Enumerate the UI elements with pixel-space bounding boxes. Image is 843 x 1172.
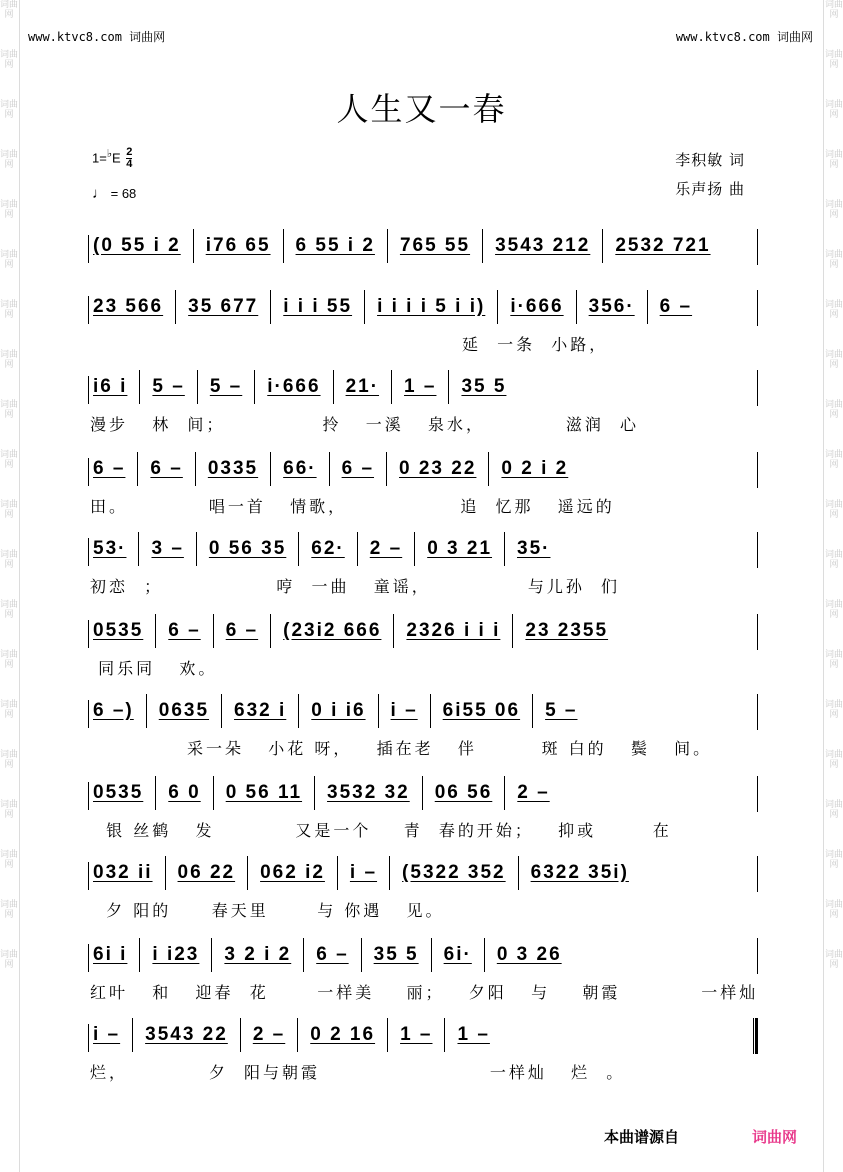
watermark-text: 词曲网 <box>0 300 18 320</box>
bar-line <box>387 229 388 263</box>
lyric-line: 初恋 ； 哼 一曲 童谣， 与儿孙 们 <box>90 577 621 596</box>
tempo-value: = 68 <box>110 186 137 201</box>
watermark-text: 词曲网 <box>825 500 843 520</box>
lyric-line: 同乐同 欢。 <box>90 659 218 678</box>
bar-line <box>254 370 255 404</box>
bar-line <box>303 938 304 972</box>
bar-line <box>137 452 138 486</box>
bar-line <box>146 694 147 728</box>
score-system <box>88 862 758 920</box>
bar-line <box>298 532 299 566</box>
measure: 6 – <box>150 458 183 479</box>
score-system <box>88 296 758 354</box>
bar-line <box>357 532 358 566</box>
measure: 2 – <box>517 782 550 803</box>
measure: 062 i2 <box>260 862 325 883</box>
bar-line <box>270 614 271 648</box>
tempo-marking <box>92 185 136 202</box>
bar-line <box>387 1018 388 1052</box>
watermark-text: 词曲网 <box>825 250 843 270</box>
measure: (0 55 i 2 <box>93 235 181 256</box>
song-title: 人生又一春 <box>336 90 507 128</box>
bar-line <box>298 694 299 728</box>
measure: 53· <box>93 538 127 559</box>
measure: i i i i 5 i i) <box>377 296 486 317</box>
measure: 0 2 i 2 <box>501 458 569 479</box>
watermark-text: 词曲网 <box>0 950 18 970</box>
bar-line <box>195 452 196 486</box>
watermark-text: 词曲网 <box>825 0 843 20</box>
bar-line <box>213 614 214 648</box>
bar-line <box>576 290 577 324</box>
bar-line <box>512 614 513 648</box>
watermark-text: 词曲网 <box>825 400 843 420</box>
bar-line <box>297 1018 298 1052</box>
measure: 6322 35i) <box>530 862 629 883</box>
bar-line <box>422 776 423 810</box>
watermark-text: 词曲网 <box>0 700 18 720</box>
bar-line <box>221 694 222 728</box>
watermark-text: 词曲网 <box>0 550 18 570</box>
score-system <box>88 458 758 516</box>
measure: 06 56 <box>434 782 493 803</box>
watermark-text: 词曲网 <box>825 850 843 870</box>
watermark-text: 词曲网 <box>825 550 843 570</box>
measure: 6i i <box>93 944 128 965</box>
score-system <box>88 1024 758 1082</box>
bar-line <box>139 938 140 972</box>
left-watermark-strip <box>0 0 18 1172</box>
lyric-line: 银 丝鹤 发 又是一个 青 春的开始； 抑或 在 <box>90 821 672 840</box>
watermark-text: 词曲网 <box>0 850 18 870</box>
measure: 21· <box>345 376 380 397</box>
bar-line <box>518 856 519 890</box>
right-watermark-strip <box>825 0 843 1172</box>
measure: 0 23 22 <box>399 458 477 479</box>
watermark-text: 词曲网 <box>0 800 18 820</box>
measure: 3 – <box>151 538 184 559</box>
watermark-text: 词曲网 <box>825 150 843 170</box>
quarter-note-icon: ♩ <box>92 185 107 202</box>
watermark-text: 词曲网 <box>0 650 18 670</box>
site-link-right[interactable] <box>676 28 813 45</box>
bar-line <box>211 938 212 972</box>
bar-line <box>444 1018 445 1052</box>
bar-line <box>329 452 330 486</box>
watermark-text: 词曲网 <box>0 450 18 470</box>
watermark-text: 词曲网 <box>0 400 18 420</box>
bar-line <box>430 694 431 728</box>
measure: 35 677 <box>188 296 259 317</box>
measure: 6 – <box>316 944 349 965</box>
measure: 6 – <box>93 458 126 479</box>
measure: 5 – <box>209 376 243 397</box>
measure: 6 0 <box>168 782 201 803</box>
left-margin-rule <box>19 0 20 1172</box>
watermark-text: 词曲网 <box>0 350 18 370</box>
measure: 0 2 16 <box>310 1024 376 1045</box>
measure: 66· <box>283 458 317 479</box>
measure: 6 – <box>341 458 375 479</box>
measure: (5322 352 <box>402 862 506 883</box>
measure: (23i2 666 <box>283 620 382 641</box>
bar-line <box>165 856 166 890</box>
watermark-text: 词曲网 <box>825 100 843 120</box>
measure: 23 2355 <box>525 620 609 641</box>
measure: 6 – <box>659 296 693 317</box>
notation-line <box>88 782 758 810</box>
bar-line <box>247 856 248 890</box>
time-signature <box>126 147 132 170</box>
watermark-text: 词曲网 <box>825 600 843 620</box>
measure: i·666 <box>267 376 321 397</box>
site-link-left[interactable] <box>28 28 165 45</box>
composer-credit: 乐声扬 曲 <box>675 180 745 198</box>
measure: 6i· <box>443 944 472 965</box>
measure: i – <box>93 1024 121 1045</box>
bar-line <box>197 370 198 404</box>
bar-line <box>389 856 390 890</box>
watermark-text: 词曲网 <box>825 900 843 920</box>
notation-line <box>88 700 758 728</box>
bar-line <box>504 776 505 810</box>
key-signature <box>92 147 132 170</box>
notation-line <box>88 862 758 890</box>
lyric-line: 采一朵 小花 呀， 插在老 伴 斑 白的 鬓 间。 <box>90 739 713 758</box>
measure: i76 65 <box>205 235 271 256</box>
measure: 06 22 <box>177 862 236 883</box>
lyric-line: 红叶 和 迎春 花 一样美 丽； 夕阳 与 朝霞 一样灿 <box>90 983 759 1002</box>
measure: 3543 22 <box>145 1024 228 1045</box>
measure: 6 55 i 2 <box>295 235 375 256</box>
site-name: 词曲网 <box>129 30 166 44</box>
bar-line <box>240 1018 241 1052</box>
lyric-line <box>88 271 758 293</box>
notation-line <box>88 538 758 566</box>
watermark-text: 词曲网 <box>825 200 843 220</box>
watermark-text: 词曲网 <box>0 600 18 620</box>
bar-line <box>414 532 415 566</box>
watermark-text: 词曲网 <box>0 150 18 170</box>
bar-line <box>488 452 489 486</box>
bar-line <box>391 370 392 404</box>
measure: 2326 i i i <box>406 620 501 641</box>
score-system <box>88 944 758 1002</box>
measure: i i i 55 <box>283 296 353 317</box>
lyric-line: 田。 唱一首 情歌， 追 忆那 遥远的 <box>90 497 615 516</box>
watermark-text: 词曲网 <box>825 650 843 670</box>
notation-line <box>88 944 758 972</box>
bar-line <box>270 290 271 324</box>
measure: 0 56 35 <box>208 538 287 559</box>
measure: i – <box>390 700 418 721</box>
bar-line <box>155 776 156 810</box>
measure: 765 55 <box>399 235 471 256</box>
bar-line <box>393 614 394 648</box>
score-system <box>88 538 758 596</box>
bar-line <box>504 532 505 566</box>
measure: 2 – <box>369 538 403 559</box>
bar-line <box>138 532 139 566</box>
site-url: www.ktvc8.com <box>28 30 122 44</box>
watermark-text: 词曲网 <box>825 950 843 970</box>
site-url: www.ktvc8.com <box>675 30 770 44</box>
bar-line <box>647 290 648 324</box>
watermark-text: 词曲网 <box>0 0 18 20</box>
bar-line <box>155 614 156 648</box>
bar-line <box>270 452 271 486</box>
measure: 0 56 11 <box>225 782 303 803</box>
watermark-text: 词曲网 <box>0 750 18 770</box>
bar-line <box>364 290 365 324</box>
notation-line <box>88 296 758 324</box>
score-system <box>88 782 758 840</box>
lyric-line: 烂， 夕 阳与朝霞 一样灿 烂 。 <box>90 1063 626 1082</box>
bar-line <box>497 290 498 324</box>
measure: 6 – <box>168 620 201 641</box>
measure: 3543 212 <box>495 235 591 256</box>
bar-line <box>602 229 603 263</box>
flat-sign: ♭ <box>106 148 112 160</box>
measure: 6i55 06 <box>442 700 521 721</box>
notation-line <box>88 235 758 263</box>
measure: i – <box>349 862 378 883</box>
watermark-text: 词曲网 <box>825 300 843 320</box>
measure: i6 i <box>93 376 128 397</box>
watermark-text: 词曲网 <box>825 700 843 720</box>
measure: 3 2 i 2 <box>224 944 292 965</box>
measure: 3532 32 <box>327 782 410 803</box>
footer-brand-link[interactable]: 词曲网 <box>752 1128 798 1146</box>
measure: 2532 721 <box>615 235 711 256</box>
bar-line <box>333 370 334 404</box>
bar-line <box>193 229 194 263</box>
watermark-text: 词曲网 <box>0 50 18 70</box>
bar-line <box>361 938 362 972</box>
measure: 5 – <box>152 376 185 397</box>
notation-line <box>88 620 758 648</box>
score-system <box>88 700 758 758</box>
bar-line <box>196 532 197 566</box>
watermark-text: 词曲网 <box>825 800 843 820</box>
measure: 632 i <box>234 700 287 721</box>
bar-line <box>213 776 214 810</box>
score-system <box>88 620 758 678</box>
watermark-text: 词曲网 <box>0 100 18 120</box>
key-letter: E <box>111 150 121 166</box>
bar-line <box>283 229 284 263</box>
footer-source-label: 本曲谱源自 <box>604 1128 680 1146</box>
notation-line <box>88 1024 758 1052</box>
final-bar-line <box>753 1018 758 1054</box>
measure: i i23 <box>152 944 200 965</box>
measure: 5 – <box>545 700 578 721</box>
lyricist-credit: 李积敏 词 <box>675 151 745 169</box>
lyric-line: 漫步 林 间； 拎 一溪 泉水， 滋润 心 <box>90 415 640 434</box>
measure: 35 5 <box>461 376 507 397</box>
lyric-line: 夕 阳的 春天里 与 你遇 见。 <box>90 901 445 920</box>
lyric-line: 延 一条 小路， <box>90 335 609 354</box>
measure: 6 – <box>225 620 259 641</box>
measure: 0 i i6 <box>311 700 366 721</box>
watermark-text: 词曲网 <box>825 350 843 370</box>
watermark-text: 词曲网 <box>0 900 18 920</box>
bar-line <box>532 694 533 728</box>
watermark-text: 词曲网 <box>825 50 843 70</box>
bar-line <box>386 452 387 486</box>
bar-line <box>337 856 338 890</box>
watermark-text: 词曲网 <box>0 250 18 270</box>
bar-line <box>482 229 483 263</box>
bar-line <box>448 370 449 404</box>
time-numerator: 2 <box>126 146 133 159</box>
measure: 0535 <box>93 782 144 803</box>
notation-line <box>88 376 758 404</box>
measure: 0635 <box>158 700 210 721</box>
measure: 6 –) <box>93 700 134 721</box>
measure: 23 566 <box>93 296 164 317</box>
time-denominator: 4 <box>126 158 133 171</box>
measure: 356· <box>588 296 635 317</box>
measure: 2 – <box>252 1024 286 1045</box>
right-margin-rule <box>823 0 824 1172</box>
bar-line <box>139 370 140 404</box>
bar-line <box>484 938 485 972</box>
key-prefix: 1= <box>92 150 107 166</box>
bar-line <box>314 776 315 810</box>
site-name: 词曲网 <box>776 30 813 44</box>
score-system <box>88 376 758 434</box>
measure: 1 – <box>457 1024 490 1045</box>
bar-line <box>132 1018 133 1052</box>
notation-line <box>88 458 758 486</box>
measure: 032 ii <box>93 862 153 883</box>
bar-line <box>378 694 379 728</box>
measure: i·666 <box>510 296 564 317</box>
measure: 1 – <box>400 1024 433 1045</box>
measure: 35· <box>517 538 551 559</box>
measure: 0 3 21 <box>427 538 493 559</box>
bar-line <box>431 938 432 972</box>
measure: 62· <box>311 538 345 559</box>
measure: 0 3 26 <box>496 944 562 965</box>
measure: 1 – <box>404 376 437 397</box>
measure: 0535 <box>93 620 144 641</box>
bar-line <box>175 290 176 324</box>
watermark-text: 词曲网 <box>825 450 843 470</box>
measure: 35 5 <box>373 944 419 965</box>
watermark-text: 词曲网 <box>0 500 18 520</box>
watermark-text: 词曲网 <box>825 750 843 770</box>
score-system <box>88 235 758 293</box>
measure: 0335 <box>207 458 259 479</box>
watermark-text: 词曲网 <box>0 200 18 220</box>
